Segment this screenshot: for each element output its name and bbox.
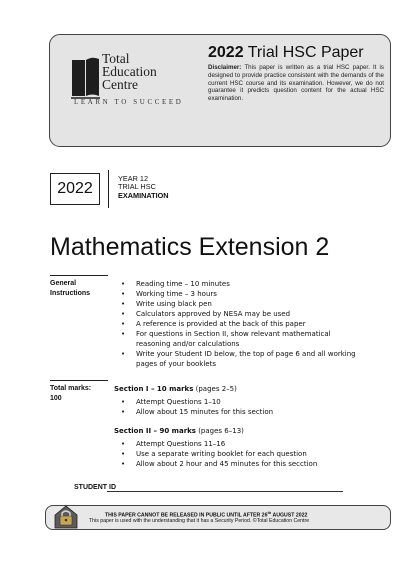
exam-type-line [118, 192, 169, 200]
instruction-item [120, 279, 380, 289]
logo-text-line: Centre [102, 77, 138, 92]
section-1-heading [114, 384, 237, 394]
disclaimer [208, 64, 384, 103]
general-instructions-rule [50, 275, 108, 276]
trial-title-text: Trial HSC Paper [247, 44, 364, 61]
label-line: General [50, 280, 77, 287]
total-marks-label [50, 384, 91, 404]
instruction-item [120, 329, 380, 339]
exam-type-bold: EXAMINATION [118, 190, 169, 200]
section-item-text: Use a separate writing booklet for each question [136, 450, 307, 458]
footer-text: THIS PAPER CANNOT BE RELEASED IN PUBLIC UNTIL AFTER 26 [105, 512, 268, 519]
instruction-item [120, 299, 380, 309]
instruction-item-continued [120, 359, 380, 369]
section-2-title: Section II – 90 marks [114, 427, 196, 435]
student-id-label: STUDENT ID [74, 484, 116, 491]
logo-text-line: Total [102, 51, 130, 66]
section-item [120, 439, 380, 449]
label-line: Total marks: [50, 385, 92, 392]
instruction-text: A reference is provided at the back of this paper [136, 320, 306, 328]
label-line: Instructions [50, 290, 91, 297]
bullet-icon: • [121, 450, 126, 458]
section-2-pages: (pages 6–13) [198, 427, 244, 435]
section-1-title: Section I – 10 marks [114, 385, 194, 393]
bullet-icon: • [121, 460, 126, 468]
bullet-icon: • [121, 310, 126, 318]
section-2-heading [114, 426, 244, 436]
disclaimer-label: Disclaimer: [208, 64, 242, 71]
instruction-text: Calculators approved by NESA may be used [136, 310, 291, 318]
section-item [120, 407, 380, 417]
instruction-item [120, 349, 380, 359]
section-item [120, 459, 380, 469]
exam-type-line: TRIAL HSC [118, 182, 156, 192]
bullet-icon: • [121, 398, 126, 406]
bullet-icon: • [121, 408, 126, 416]
footer-ordinal: th [267, 510, 272, 515]
instruction-item-continued [120, 339, 380, 349]
section-item-text: Attempt Questions 11–16 [136, 440, 226, 448]
student-id-field[interactable] [107, 491, 343, 492]
total-marks-rule [50, 380, 108, 381]
instruction-text: Reading time – 10 minutes [136, 280, 230, 288]
bullet-icon: • [121, 290, 126, 298]
trial-title [208, 44, 364, 62]
instruction-item [120, 289, 380, 299]
footer-text: AUGUST 2022 [271, 512, 308, 519]
padlock-icon [52, 503, 80, 531]
year-box: 2022 [50, 173, 100, 205]
exam-type-line: YEAR 12 [118, 174, 149, 183]
section-item [120, 397, 380, 407]
instruction-text: Write using black pen [136, 300, 212, 308]
bullet-icon: • [121, 300, 126, 308]
general-instructions-label [50, 279, 90, 299]
instruction-text: For questions in Section II, show relevant mathematical [136, 330, 331, 338]
bullet-icon: • [121, 320, 126, 328]
bullet-icon: • [121, 280, 126, 288]
trial-year: 2022 [208, 44, 244, 61]
bullet-icon: • [121, 330, 126, 338]
instruction-text: Working time – 3 hours [136, 290, 217, 298]
disclaimer-text: This paper is written as a trial HSC paper. It is designed to provide practice consistent with the demands of the current HSC course and its examination. However, we do not guarantee it predicts question content for the actual HSC examination. [208, 64, 384, 103]
footer-security-notice: This paper is used with the understanding that it has a Security Period. ©Total Education Centre [89, 518, 310, 524]
general-instructions-list [120, 279, 380, 369]
logo-text [102, 52, 157, 91]
instruction-text: reasoning and/or calculations [136, 340, 240, 348]
bullet-icon: • [121, 350, 126, 358]
bullet-icon: • [121, 440, 126, 448]
exam-type [118, 175, 169, 200]
section-1-pages: (pages 2–5) [195, 385, 237, 393]
instruction-text: pages of your booklets [136, 360, 216, 368]
section-1-list [120, 397, 380, 417]
total-marks-value: 100 [50, 395, 62, 402]
section-2-list [120, 439, 380, 469]
section-item-text: Attempt Questions 1–10 [136, 398, 221, 406]
section-item [120, 449, 380, 459]
section-item-text: Allow about 2 hour and 45 minutes for this secction [136, 460, 318, 468]
section-item-text: Allow about 15 minutes for this section [136, 408, 274, 416]
logo-tagline: LEARN TO SUCCEED [74, 98, 184, 106]
instruction-text: Write your Student ID below, the top of page 6 and all working [136, 350, 356, 358]
instruction-item [120, 319, 380, 329]
logo-text-line: Education [102, 64, 157, 79]
subject-title: Mathematics Extension 2 [50, 233, 330, 261]
instruction-item [120, 309, 380, 319]
year-divider [108, 170, 109, 208]
